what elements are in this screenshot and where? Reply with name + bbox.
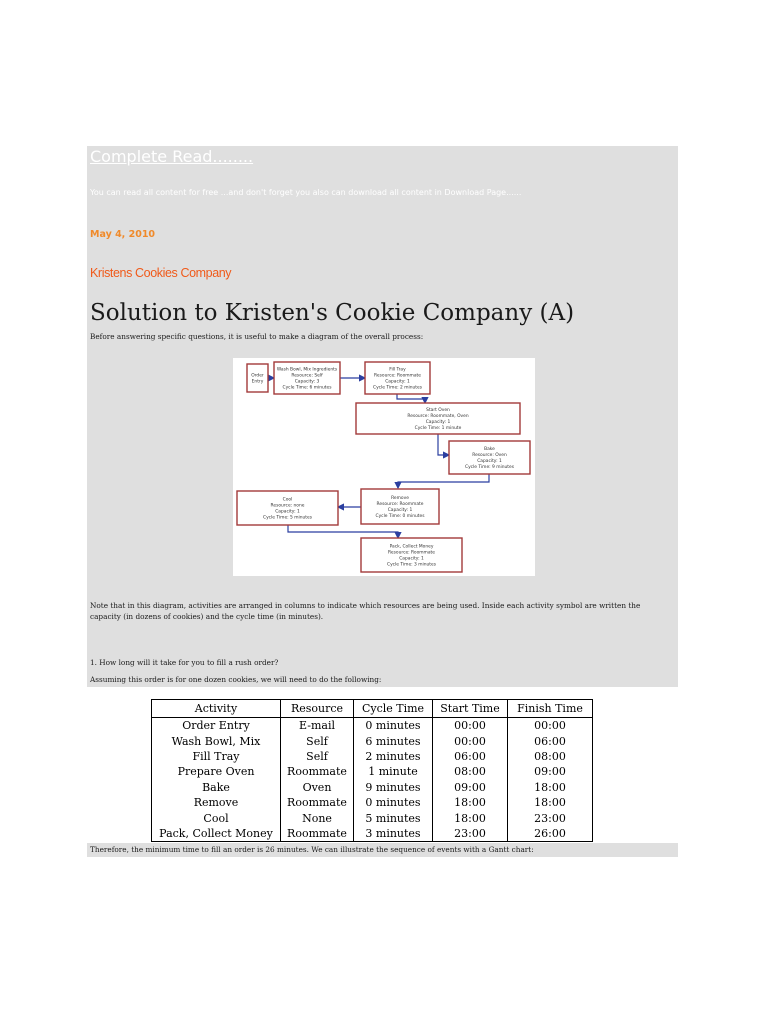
arrow-bake-to-remove (398, 474, 489, 488)
cell-start-time: 00:00 (433, 718, 508, 734)
col-resource: Resource (281, 700, 354, 718)
assumption-text: Assuming this order is for one dozen cookies, we will need to do the following: (90, 675, 382, 684)
cell-activity: Remove (152, 795, 281, 810)
diagram-box-text: Capacity: 1 (275, 509, 300, 515)
arrow-startoven-to-bake (438, 434, 449, 455)
cell-start-time: 09:00 (433, 780, 508, 795)
table-row (152, 749, 593, 764)
cell-start-time: 00:00 (433, 733, 508, 748)
conclusion-bar (87, 843, 678, 857)
box-fill-tray (365, 362, 430, 394)
conclusion-text: Therefore, the minimum time to fill an order is 26 minutes. We can illustrate the sequence of events with a Gantt chart: (90, 845, 534, 854)
cell-cycle-time: 3 minutes (354, 826, 433, 842)
table-row (152, 826, 593, 842)
diagram-box-text: Start Oven (426, 408, 450, 414)
diagram-box-text: Cycle Time: 3 minutes (387, 562, 436, 568)
cell-activity: Wash Bowl, Mix (152, 733, 281, 748)
diagram-box-text: Capacity: 1 (477, 459, 502, 465)
cell-activity: Pack, Collect Money (152, 826, 281, 842)
diagram-box-text: Resource: Self (291, 373, 323, 379)
cell-resource: None (281, 810, 354, 825)
cell-finish-time: 08:00 (508, 749, 593, 764)
cell-cycle-time: 9 minutes (354, 780, 433, 795)
col-activity: Activity (152, 700, 281, 718)
cell-cycle-time: 0 minutes (354, 795, 433, 810)
complete-read-link[interactable]: Complete Read........ (90, 147, 254, 166)
col-finish-time: Finish Time (508, 700, 593, 718)
diagram-box-text: Remove (391, 496, 409, 502)
diagram-box-text: Fill Tray (389, 367, 406, 373)
table-row (152, 795, 593, 810)
cell-activity: Prepare Oven (152, 764, 281, 779)
cell-finish-time: 26:00 (508, 826, 593, 842)
cell-resource: Roommate (281, 826, 354, 842)
diagram-box-text: Cycle Time: 6 minutes (282, 385, 332, 391)
diagram-box-text: Cycle Time: 1 minute (414, 426, 462, 432)
process-diagram (233, 358, 535, 576)
diagram-box-text: Cycle Time: 9 minutes (465, 465, 514, 471)
table-row (152, 764, 593, 779)
table-header-row (152, 700, 593, 718)
diagram-box-text: Cool (282, 497, 293, 503)
cell-cycle-time: 0 minutes (354, 718, 433, 734)
cell-activity: Fill Tray (152, 749, 281, 764)
box-cool (237, 491, 338, 525)
cell-finish-time: 09:00 (508, 764, 593, 779)
col-cycle-time: Cycle Time (354, 700, 433, 718)
post-date: May 4, 2010 (90, 229, 156, 240)
cell-activity: Cool (152, 810, 281, 825)
diagram-box-text: Order (251, 373, 264, 379)
cell-start-time: 06:00 (433, 749, 508, 764)
intro-text: Before answering specific questions, it is useful to make a diagram of the overall process: (90, 332, 424, 341)
box-remove (361, 489, 439, 524)
diagram-box-text: Pack, Collect Money (389, 544, 434, 550)
cell-finish-time: 18:00 (508, 795, 593, 810)
diagram-box-text: Capacity: 1 (399, 556, 424, 562)
diagram-box-text: Capacity: 1 (387, 508, 413, 514)
diagram-box-text: Wash Bowl, Mix Ingredients (276, 367, 338, 373)
cell-resource: Oven (281, 780, 354, 795)
diagram-box-text: Cycle Time: 0 minutes (375, 514, 425, 520)
diagram-box-text: Resource: none (270, 503, 305, 509)
cell-resource: Roommate (281, 795, 354, 810)
question-1: 1. How long will it take for you to fill a rush order? (90, 658, 279, 667)
article-title: Solution to Kristen's Cookie Company (A) (90, 300, 575, 326)
box-order-entry (247, 364, 268, 392)
cell-cycle-time: 1 minute (354, 764, 433, 779)
table-row (152, 718, 593, 734)
diagram-box-text: Cycle Time: 2 minutes (373, 385, 422, 391)
cell-start-time: 18:00 (433, 810, 508, 825)
cell-start-time: 08:00 (433, 764, 508, 779)
arrow-cool-to-pack (288, 525, 398, 538)
diagram-box-text: Resource: Roommate (376, 502, 424, 508)
col-start-time: Start Time (433, 700, 508, 718)
table-row (152, 780, 593, 795)
diagram-box-text: Bake (484, 447, 495, 453)
diagram-box-text: Resource: Oven (472, 453, 507, 459)
cell-activity: Bake (152, 780, 281, 795)
diagram-box-text: Capacity: 1 (425, 420, 451, 426)
diagram-box-text: Resource: Roommate (388, 550, 435, 556)
cell-resource: Self (281, 733, 354, 748)
diagram-box-text: Entry (251, 379, 264, 385)
arrow-fill-to-startoven (397, 394, 425, 403)
diagram-box-text: Capacity: 3 (294, 379, 320, 385)
cell-cycle-time: 6 minutes (354, 733, 433, 748)
diagram-note: Note that in this diagram, activities are arranged in columns to indicate which resources are being used. Inside each activity symbol are written the capacity (in dozens of cookies) and the cycle time (in minutes). (90, 601, 641, 621)
cell-activity: Order Entry (152, 718, 281, 734)
cell-finish-time: 00:00 (508, 718, 593, 734)
cell-finish-time: 18:00 (508, 780, 593, 795)
box-pack (361, 538, 462, 572)
diagram-box-text: Cycle Time: 5 minutes (263, 515, 312, 521)
box-bake (449, 441, 530, 474)
table-row (152, 810, 593, 825)
box-start-oven (356, 403, 520, 434)
diagram-box-text: Resource: Roommate (374, 373, 421, 379)
post-title-link[interactable]: Kristens Cookies Company (90, 266, 232, 280)
cell-resource: Self (281, 749, 354, 764)
cell-finish-time: 23:00 (508, 810, 593, 825)
diagram-box-text: Capacity: 1 (385, 379, 410, 385)
cell-finish-time: 06:00 (508, 733, 593, 748)
cell-cycle-time: 5 minutes (354, 810, 433, 825)
cell-start-time: 18:00 (433, 795, 508, 810)
cell-cycle-time: 2 minutes (354, 749, 433, 764)
diagram-box-text: Resource: Roommate, Oven (407, 414, 469, 420)
cell-start-time: 23:00 (433, 826, 508, 842)
table-row (152, 733, 593, 748)
box-wash-bowl (274, 362, 340, 394)
read-subtext: You can read all content for free ...and don't forget you also can download all content in Download Page...... (90, 188, 522, 197)
cell-resource: Roommate (281, 764, 354, 779)
schedule-table (151, 699, 593, 842)
cell-resource: E-mail (281, 718, 354, 734)
